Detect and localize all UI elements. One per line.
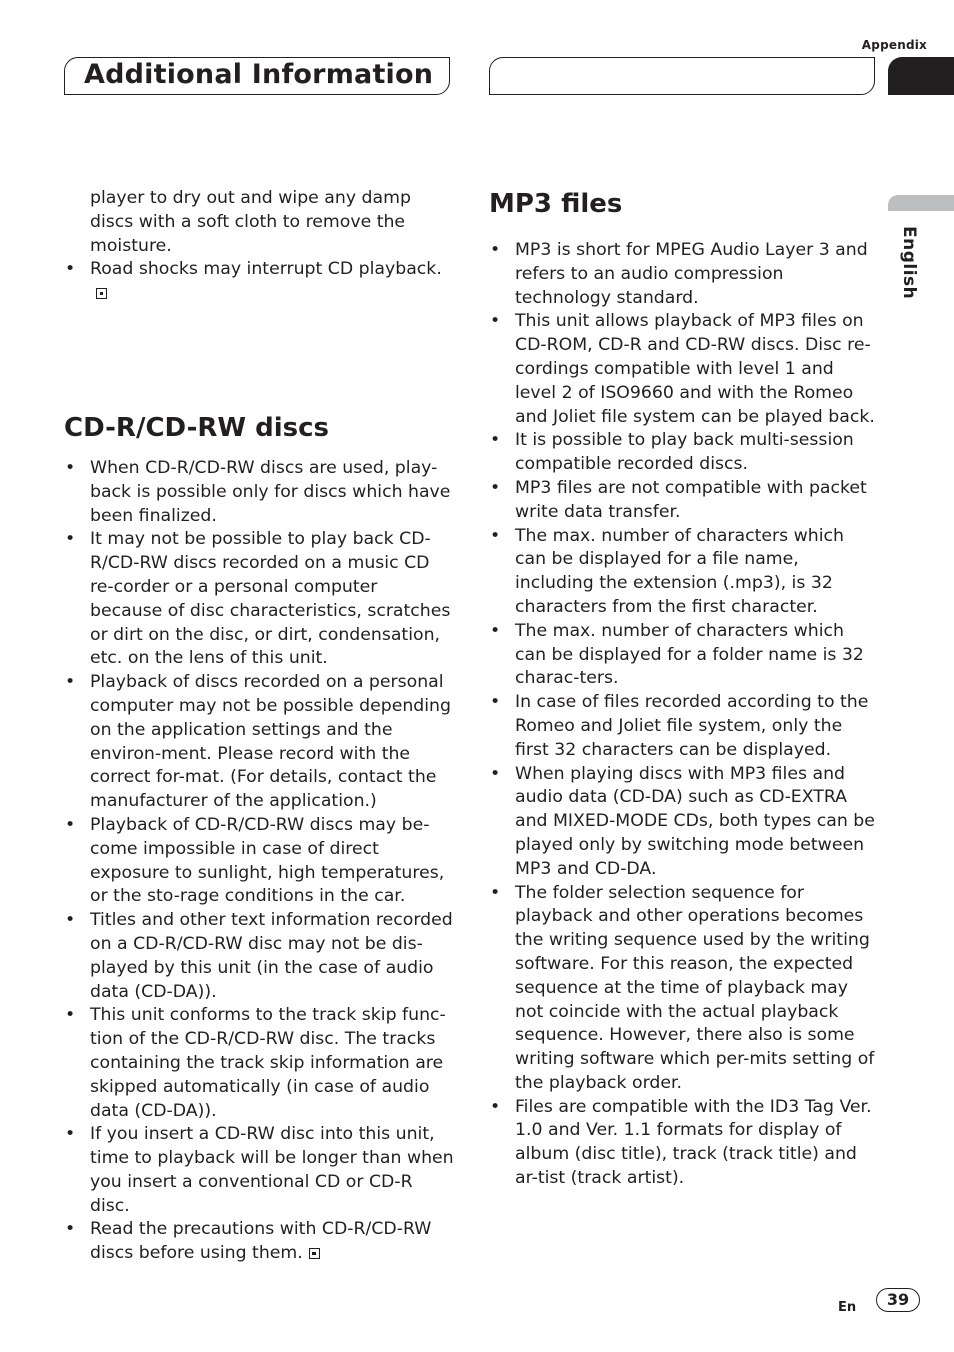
list-item: • Playback of CD-R/CD-RW discs may be-come impossible in case of direct exposure to sunlight, high temperatures, or the sto-rage conditions in the car. <box>64 814 454 909</box>
continuation-text: player to dry out and wipe any damp discs with a soft cloth to remove the moisture. <box>90 188 411 256</box>
list-item: • MP3 files are not compatible with packet write data transfer. <box>489 477 879 525</box>
mp3-list <box>489 239 879 1191</box>
list-item <box>64 1218 454 1266</box>
list-item-text: Read the precautions with CD-R/CD-RW discs before using them. <box>90 1219 432 1264</box>
list-item: • The folder selection sequence for playback and other operations becomes the writing sequence used by the writing software. For this reason, the expected sequence at the time of playback may not coincide with the actual playback sequence. However, there also is some writing software which per-mits setting of the playback order. <box>489 882 879 1096</box>
appendix-label: Appendix <box>861 38 927 52</box>
cdr-heading: CD-R/CD-RW discs <box>64 412 330 443</box>
header-tab-marker <box>888 57 954 95</box>
list-item: • This unit conforms to the track skip func-tion of the CD-R/CD-RW disc. The tracks containing the track skip information are skipped automatically (in case of audio data (CD-DA)). <box>64 1004 454 1123</box>
mp3-heading: MP3 files <box>489 189 623 219</box>
page-number: 39 <box>876 1288 920 1312</box>
list-item: • It is possible to play back multi-session compatible recorded discs. <box>489 429 879 477</box>
list-item: • In case of files recorded according to the Romeo and Joliet file system, only the first 32 characters can be displayed. <box>489 691 879 762</box>
end-mark-icon <box>309 1248 320 1259</box>
list-item: • The max. number of characters which can be displayed for a folder name is 32 charac-ters. <box>489 620 879 691</box>
list-item-text: Road shocks may interrupt CD playback. <box>90 259 442 280</box>
list-item: • Files are compatible with the ID3 Tag Ver. 1.0 and Ver. 1.1 formats for display of album (disc title), track (track title) and ar-tist (track artist). <box>489 1096 879 1191</box>
header-blank-frame <box>489 57 875 95</box>
language-side-label: English <box>899 226 919 300</box>
precautions-list <box>64 258 454 306</box>
cdr-list <box>64 457 454 1266</box>
list-item: • It may not be possible to play back CD-R/CD-RW discs recorded on a music CD re-corder or a personal computer because of disc characteristics, scratches or dirt on the disc, or dirt, condensation, etc. on the lens of this unit. <box>64 528 454 671</box>
section-title: Additional Information <box>84 59 434 90</box>
list-item: • If you insert a CD-RW disc into this unit, time to playback will be longer than when you insert a conventional CD or CD-R disc. <box>64 1123 454 1218</box>
right-column <box>489 187 879 1191</box>
list-item: • The max. number of characters which can be displayed for a file name, including the extension (.mp3), is 32 characters from the first character. <box>489 525 879 620</box>
list-item: • When playing discs with MP3 files and audio data (CD-DA) such as CD-EXTRA and MIXED-MODE CDs, both types can be played only by switching mode between MP3 and CD-DA. <box>489 763 879 882</box>
footer-language: En <box>838 1300 857 1315</box>
end-mark-icon <box>96 288 107 299</box>
list-item: • Playback of discs recorded on a personal computer may not be possible depending on the application settings and the environ-ment. Please record with the correct for-mat. (For details, contact the manufacturer of the application.) <box>64 671 454 814</box>
list-item: • When CD-R/CD-RW discs are used, play-back is possible only for discs which have been finalized. <box>64 457 454 528</box>
list-item: • MP3 is short for MPEG Audio Layer 3 and refers to an audio compression technology standard. <box>489 239 879 310</box>
list-item <box>64 258 454 306</box>
language-tab-marker <box>888 195 954 211</box>
left-column <box>64 187 454 1266</box>
list-item: • This unit allows playback of MP3 files on CD-ROM, CD-R and CD-RW discs. Disc re-cordings compatible with level 1 and level 2 of ISO9660 and with the Romeo and Joliet file system can be played back. <box>489 310 879 429</box>
list-item: • Titles and other text information recorded on a CD-R/CD-RW disc may not be dis-played by this unit (in the case of audio data (CD-DA)). <box>64 909 454 1004</box>
